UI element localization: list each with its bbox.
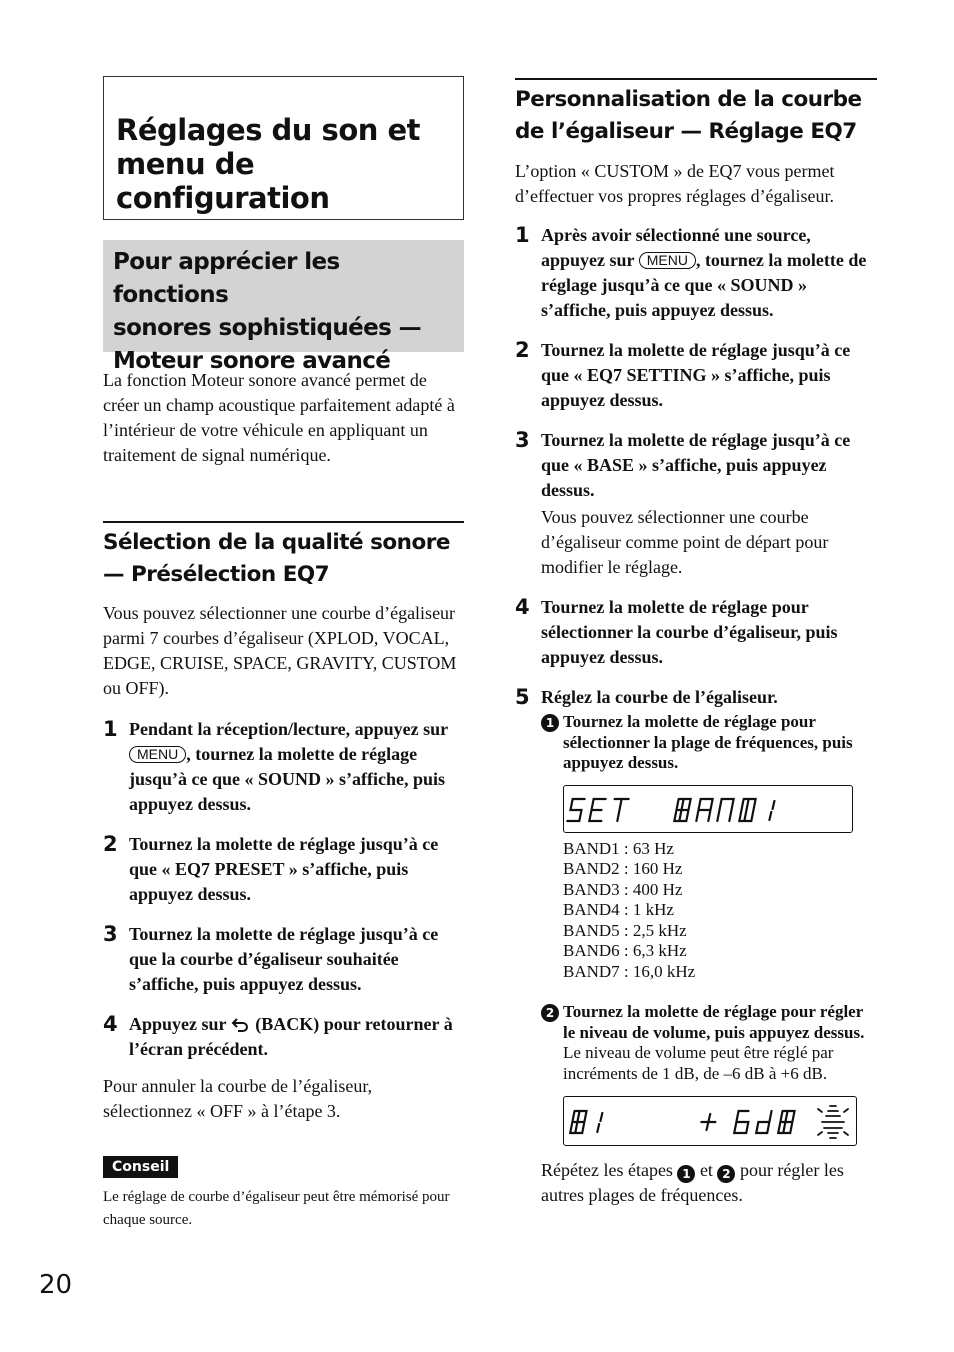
subsection-title [103, 527, 464, 591]
chapter-title-line: configuration [116, 181, 330, 215]
right-section-header [515, 78, 877, 148]
section-title-line: Pour apprécier les fonctions [113, 249, 340, 308]
step-item [515, 223, 877, 323]
step-text-bold: Tournez la molette de réglage jusqu’à ce que « BASE » s’affiche, puis appuyez dessus. [541, 430, 851, 500]
step-item [103, 1012, 464, 1062]
step-text [129, 717, 464, 817]
substep-text-bold: Tournez la molette de réglage pour régler le niveau de volume, puis appuyez dessus. [563, 1002, 865, 1042]
step-item [103, 832, 464, 907]
lcd-display [563, 785, 853, 833]
substep-note: Le niveau de volume peut être réglé par incréments de 1 dB, de –6 dB à +6 dB. [563, 1043, 834, 1083]
step-text-bold: Tournez la molette de réglage jusqu’à ce que la courbe d’égaliseur souhaitée s’affiche, puis appuyez dessus. [129, 924, 439, 994]
right-intro: L’option « CUSTOM » de EQ7 vous permet d’effectuer vos propres réglages d’égaliseur. [515, 161, 835, 206]
band-item: BAND6 : 6,3 kHz [563, 941, 687, 960]
level-indicator-icon [818, 1106, 848, 1138]
substep-item [541, 1002, 877, 1084]
subsection-header [103, 521, 464, 591]
right-section-title [515, 84, 877, 148]
chapter-title [116, 113, 451, 215]
step-text-part: , tournez la molette de réglage jusqu’à ce que « SOUND » s’affiche, puis appuyez dessus. [129, 744, 446, 814]
step-text-part: , tournez la molette de réglage jusqu’à ce que « SOUND » s’affiche, puis appuyez dessus. [541, 250, 867, 320]
repeat-note-part: et [695, 1160, 718, 1180]
step-item [103, 717, 464, 817]
step-item [515, 595, 877, 670]
back-arrow-icon [231, 1016, 251, 1032]
step-text-bold: Tournez la molette de réglage jusqu’à ce que « EQ7 SETTING » s’affiche, puis appuyez dessus. [541, 340, 851, 410]
cancel-note: Pour annuler la courbe de l’égaliseur, sélectionnez « OFF » à l’étape 3. [103, 1076, 373, 1121]
subsection-title-line: — Présélection EQ7 [103, 562, 330, 587]
step-text-part: Appuyez sur [129, 1014, 231, 1034]
step-text [129, 922, 464, 997]
left-column [103, 76, 464, 1232]
step-item [515, 685, 877, 1208]
substep-text [563, 712, 877, 774]
substep-number-icon: 2 [541, 1004, 559, 1022]
menu-button-icon: MENU [639, 252, 696, 269]
band-list [563, 839, 877, 983]
step-note: Vous pouvez sélectionner une courbe d’égaliseur comme point de départ pour modifier le réglage. [541, 507, 829, 577]
step-text [541, 685, 877, 1208]
band-item: BAND3 : 400 Hz [563, 879, 683, 899]
step-text [541, 428, 877, 580]
substep-number-icon: 1 [541, 714, 559, 732]
step-number: 2 [515, 338, 530, 362]
chapter-title-line: menu de [116, 147, 255, 181]
repeat-note [541, 1158, 877, 1208]
section-title-line: Moteur sonore avancé [113, 348, 391, 374]
step-text [541, 595, 877, 670]
chapter-title-box [103, 76, 464, 220]
step-text [541, 338, 877, 413]
band-item: BAND4 : 1 kHz [563, 900, 674, 919]
right-section-title-line: Personnalisation de la courbe [515, 87, 862, 112]
step-item [103, 922, 464, 997]
tip-text: Le réglage de courbe d’égaliseur peut être mémorisé pour chaque source. [103, 1189, 450, 1228]
step-text [129, 1012, 464, 1062]
page-number: 20 [39, 1270, 73, 1300]
step-number: 1 [515, 223, 530, 247]
band-item: BAND2 : 160 Hz [563, 859, 683, 878]
repeat-note-part: pour régler les autres plages de fréquences. [541, 1160, 844, 1205]
band-item: BAND7 : 16,0 kHz [563, 961, 696, 981]
step-text-bold: Tournez la molette de réglage jusqu’à ce que « EQ7 PRESET » s’affiche, puis appuyez dessus. [129, 834, 439, 904]
menu-button-icon: MENU [129, 746, 186, 763]
substep-ref-icon: 2 [717, 1165, 735, 1183]
step-text [541, 223, 877, 323]
right-section-title-line: de l’égaliseur — Réglage EQ7 [515, 119, 857, 144]
step-number: 3 [103, 922, 118, 946]
substep-ref-icon: 1 [677, 1165, 695, 1183]
step-item [515, 428, 877, 580]
band-item: BAND1 : 63 Hz [563, 838, 674, 858]
right-column [515, 78, 877, 1208]
lcd-segment-display [564, 1097, 858, 1147]
chapter-title-line: Réglages du son et [116, 113, 421, 147]
lcd-segment-display [564, 786, 854, 834]
section-intro: La fonction Moteur sonore avancé permet de créer un champ acoustique parfaitement adapté à l’intérieur de votre véhicule en appliquant un traitement de signal numérique. [103, 370, 455, 465]
step-text-part: Après avoir sélectionné une source, appuyez sur [541, 225, 811, 270]
step-number: 1 [103, 717, 118, 741]
substep-text [563, 1002, 877, 1084]
subsection-intro: Vous pouvez sélectionner une courbe d’égaliseur parmi 7 courbes d’égaliseur (XPLOD, VOCAL, EDGE, CRUISE, SPACE, GRAVITY, CUSTOM ou OFF). [103, 603, 457, 698]
lcd-display-level [563, 1096, 857, 1146]
step-text [129, 832, 464, 907]
band-item: BAND5 : 2,5 kHz [563, 920, 687, 940]
step-text-part: (BACK) pour retourner à l’écran précédent. [129, 1014, 453, 1059]
subsection-title-line: Sélection de la qualité sonore [103, 530, 450, 555]
section-title-box [103, 240, 464, 374]
step-number: 4 [515, 595, 530, 619]
step-number: 2 [103, 832, 118, 856]
step-text-bold: Tournez la molette de réglage pour sélectionner la courbe d’égaliseur, puis appuyez dessus. [541, 597, 838, 667]
section-title-line: sonores sophistiquées — [113, 315, 422, 341]
tip-label: Conseil [103, 1156, 178, 1178]
step-item [515, 338, 877, 413]
step-text-part: Pendant la réception/lecture, appuyez sur [129, 719, 448, 739]
step-number: 4 [103, 1012, 118, 1036]
step-number: 3 [515, 428, 530, 452]
step-text-bold: Réglez la courbe de l’égaliseur. [541, 687, 778, 707]
repeat-note-part: Répétez les étapes [541, 1160, 678, 1180]
substep-item [541, 712, 877, 774]
step-number: 5 [515, 685, 530, 709]
section-title [113, 246, 454, 378]
tip-block [103, 1153, 464, 1232]
substep-text-bold: Tournez la molette de réglage pour sélectionner la plage de fréquences, puis appuyez dessus. [563, 712, 853, 772]
